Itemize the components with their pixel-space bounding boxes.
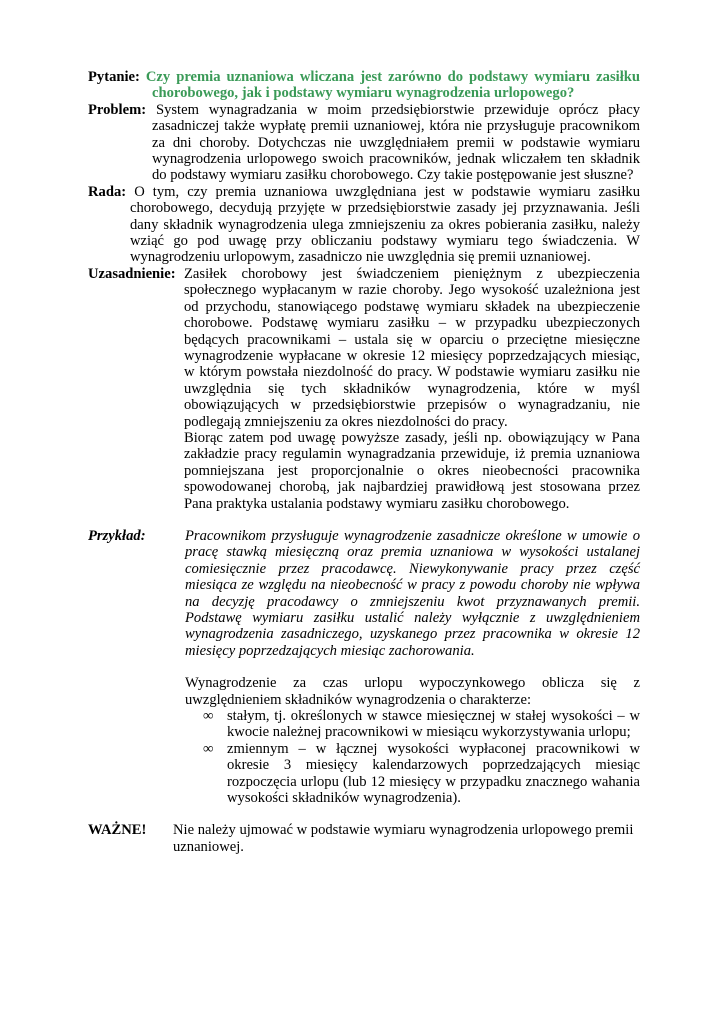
justification-label: Uzasadnienie:: [88, 265, 176, 282]
list-item: ∞ stałym, tj. określonych w stawce miesięcznej w stałej wysokości – w kwocie należnej pracownikowi w miesiącu wykorzystywania urlopu;: [203, 708, 640, 741]
question-section: [88, 69, 640, 102]
example-label: Przykład:: [88, 527, 146, 544]
justification-paragraph-2: Biorąc zatem pod uwagę powyższe zasady, jeśli np. obowiązujący w Pana zakładzie pracy regulamin wynagradzania przewiduje, iż premia uznaniowa pomniejszana jest proporcjonalnie o okres nieobecności pracownika spowodowanej chorobą, jak najbardziej prawidłową jest stosowana przez Pana praktyka ustalania podstawy wymiaru zasiłku chorobowego.: [184, 429, 640, 512]
question-text: Czy premia uznaniowa wliczana jest zarówno do podstawy wymiaru zasiłku chorobowego, jak i podstawy wymiaru wynagrodzenia urlopowego?: [145, 69, 640, 102]
important-section: [88, 822, 640, 855]
vacation-pay-intro: Wynagrodzenie za czas urlopu wypoczynkowego oblicza się z uwzględnieniem składników wynagrodzenia o charakterze:: [185, 675, 640, 708]
list-item: ∞ zmiennym – w łącznej wysokości wypłaconej pracownikowi w okresie 3 miesięcy kalendarzowych poprzedzających miesiąc rozpoczęcia urlopu (lub 12 miesięcy w przypadku znacznego wahania wysokości składników wynagrodzenia).: [203, 740, 640, 807]
example-section: [88, 528, 640, 807]
problem-label: Problem:: [88, 101, 156, 118]
important-text: Nie należy ujmować w podstawie wymiaru wynagrodzenia urlopowego premii uznaniowej.: [173, 822, 634, 855]
problem-text: System wynagradzania w moim przedsiębiorstwie przewiduje oprócz płacy zasadniczej także wypłatę premii uznaniowej, która nie przysługuje pracownikom za dni choroby. Dotychczas nie uwzględniałem premii w podstawie wymiaru wynagrodzenia urlopowego swoich pracowników, jednak wliczałem ten składnik do podstawy wymiaru zasiłku chorobowego. Czy takie postępowanie jest słuszne?: [152, 101, 640, 184]
advice-text: O tym, czy premia uznaniowa uwzględniana jest w podstawie wymiaru zasiłku chorobowego, decydują przyjęte w przedsiębiorstwie zasady jej przyznawania. Jeśli dany składnik wynagrodzenia ulega zmniejszeniu za okres pobierania zasiłku, należy wziąć go pod uwagę przy obliczaniu podstawy wymiaru tego świadczenia. W wynagrodzeniu urlopowym, zasadniczo nie uwzględnia się premii uznaniowej.: [130, 183, 640, 266]
advice-section: [88, 184, 640, 266]
important-label: WAŻNE!: [88, 822, 147, 839]
infinity-bullet-icon: ∞: [203, 708, 214, 725]
justification-section: [88, 266, 640, 512]
infinity-bullet-icon: ∞: [203, 740, 214, 757]
document-page: [88, 69, 640, 855]
vacation-pay-components-list: [185, 708, 640, 806]
question-label: Pytanie:: [88, 69, 146, 85]
justification-paragraph-1: Zasiłek chorobowy jest świadczeniem pieniężnym z ubezpieczenia społecznego wypłacanym w razie choroby. Jego wysokość uzależniona jest od przychodu, stanowiącego podstawę wymiaru składek na ubezpieczenie chorobowe. Podstawę wymiaru zasiłku – w przypadku ubezpieczonych będących pracownikami – ustala się w oparciu o przeciętne miesięczne wynagrodzenie wypłacane w okresie 12 miesięcy poprzedzających miesiąc, w którym powstała niezdolność do pracy. W podstawie wymiaru zasiłku nie uwzględnia się tych składników wynagrodzenia, które w myśl obowiązujących w przedsiębiorstwie przepisów o wynagradzaniu, nie podlegają zmniejszeniu za okres niezdolności do pracy.: [184, 265, 640, 430]
problem-section: [88, 102, 640, 184]
advice-label: Rada:: [88, 183, 135, 200]
example-text: Pracownikom przysługuje wynagrodzenie zasadnicze określone w umowie o pracę stawką miesięczną oraz premia uznaniowa w wysokości ustalanej comiesięcznie przez pracodawcę. Niewykonywanie pracy przez część miesiąca ze względu na nieobecność w pracy z powodu choroby nie wpływa na decyzję pracodawcy o zmniejszeniu kwot przyznawanych premii. Podstawę wymiaru zasiłku ustalić należy wyłącznie z uwzględnieniem wynagrodzenia zasadniczego, uzyskanego przez pracownika w okresie 12 miesięcy poprzedzających miesiąc zachorowania.: [185, 527, 640, 659]
